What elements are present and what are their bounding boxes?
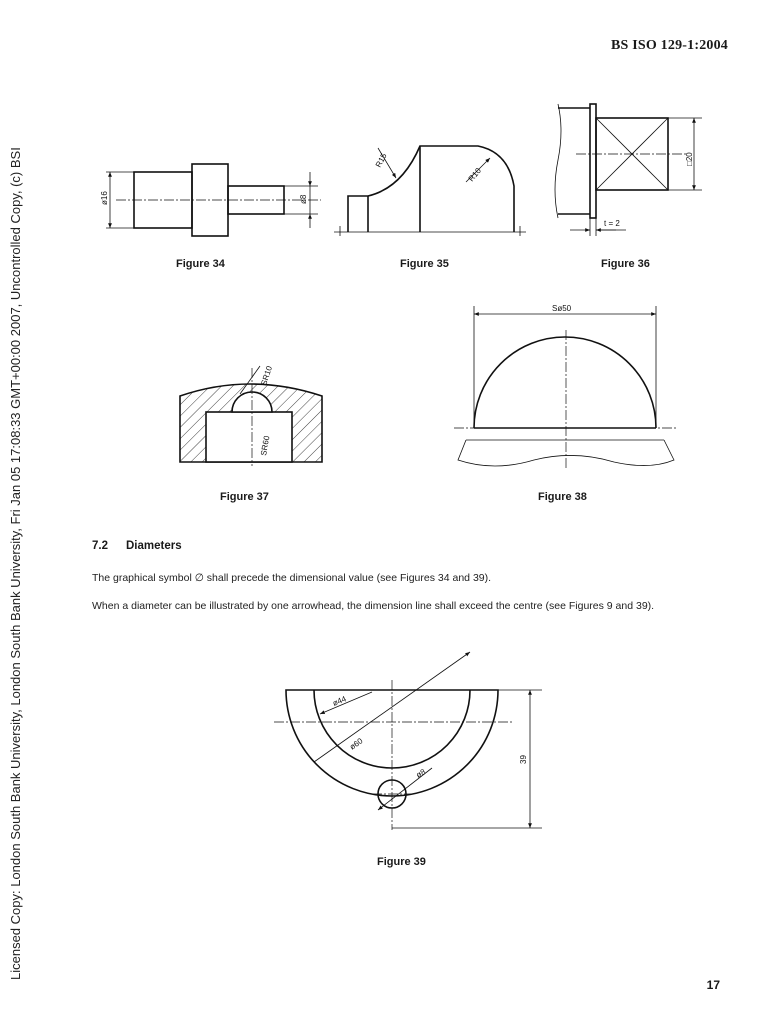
fig39-dim-inner: ø44 <box>331 694 348 708</box>
figure-35-caption: Figure 35 <box>400 258 449 270</box>
paragraph-2: When a diameter can be illustrated by one arrowhead, the dimension line shall exceed the centre (see Figures 9 and 39). <box>92 600 655 612</box>
fig37-dim-sr60: SR60 <box>259 435 272 457</box>
fig38-dim-sphere: Sø50 <box>552 304 572 313</box>
figure-37-drawing <box>176 352 336 470</box>
figure-39-caption: Figure 39 <box>377 856 426 868</box>
figure-34-caption: Figure 34 <box>176 258 225 270</box>
page-number: 17 <box>706 978 720 992</box>
figure-39-drawing <box>272 644 562 844</box>
figure-34-drawing <box>96 158 326 238</box>
fig35-dim-left: R15 <box>373 151 389 169</box>
figure-36-drawing <box>556 100 726 240</box>
license-watermark: Licensed Copy: London South Bank University, London South Bank University, Fri Jan 05 17:08:33 GMT+00:00 2007, Uncontrolled Copy, (c) BSI <box>8 147 23 980</box>
standard-number-header: BS ISO 129-1:2004 <box>611 38 728 53</box>
fig35-dim-right: R10 <box>466 166 483 184</box>
fig39-dim-outer: ø60 <box>347 736 365 752</box>
figure-38-drawing <box>454 300 684 472</box>
figure-35-drawing <box>330 138 530 238</box>
fig39-dim-height: 39 <box>519 755 528 764</box>
figure-37-caption: Figure 37 <box>220 491 269 503</box>
paragraph-1: The graphical symbol ∅ shall precede the dimensional value (see Figures 34 and 39). <box>92 572 492 584</box>
fig34-dim-left: ø16 <box>100 191 109 205</box>
fig39-dim-hole: ø8 <box>414 767 428 780</box>
fig37-dim-sr10: SR10 <box>259 364 275 387</box>
figure-36-caption: Figure 36 <box>601 258 650 270</box>
fig36-dim-square: □20 <box>685 152 694 166</box>
fig34-dim-right: ø8 <box>299 194 308 204</box>
fig36-dim-t: t = 2 <box>604 219 620 228</box>
figure-38-caption: Figure 38 <box>538 491 587 503</box>
section-heading <box>92 540 182 552</box>
section-title: Diameters <box>126 540 182 552</box>
section-number: 7.2 <box>92 540 108 552</box>
